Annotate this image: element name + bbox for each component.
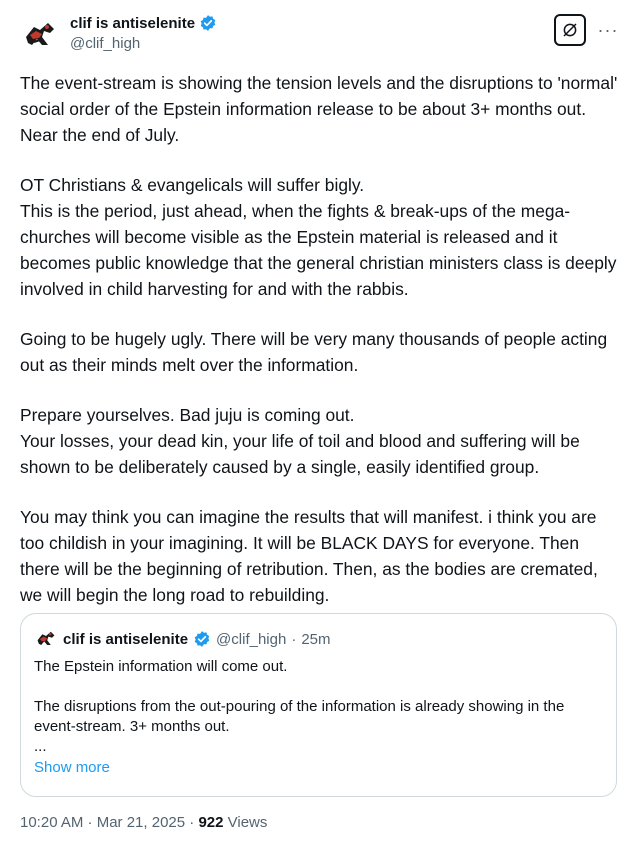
author-handle[interactable]: @clif_high — [70, 35, 141, 52]
verified-badge-icon — [193, 630, 211, 648]
tweet-paragraph: You may think you can imagine the results that will manifest. i think you are too childish in your imagining. It will be BLACK DAYS for everyone. Then there will be the beginning of retribution. Then, as the bodies are cremated, we will begin the long road to rebuilding. — [20, 507, 598, 605]
more-icon[interactable]: ··· — [597, 19, 619, 40]
author-display-name[interactable]: clif is antiselenite — [70, 14, 196, 32]
verified-badge-icon — [199, 14, 217, 32]
tweet-header — [20, 12, 620, 60]
quoted-display-name[interactable]: clif is antiselenite — [63, 630, 189, 648]
views-count: 922 — [198, 814, 224, 831]
tweet-paragraph — [20, 402, 620, 480]
quoted-timestamp[interactable]: 25m — [301, 630, 331, 648]
tweet-text — [20, 70, 620, 608]
tweet-meta — [20, 814, 267, 831]
show-more-link[interactable]: Show more — [34, 759, 110, 776]
tweet-paragraph: Going to be hugely ugly. There will be very many thousands of people acting out as their minds melt over the information. — [20, 329, 608, 375]
views-label: Views — [223, 814, 268, 831]
quoted-tweet-text — [34, 657, 603, 757]
quoted-separator: · — [291, 630, 297, 648]
tweet-paragraph: The event-stream is showing the tension levels and the disruptions to 'normal' social order of the Epstein information release to be about 3+ months out. Near the end of July. — [20, 73, 618, 145]
quoted-paragraph: The Epstein information will come out. — [34, 658, 288, 675]
grok-icon[interactable] — [554, 14, 586, 46]
quoted-handle[interactable]: @clif_high — [216, 630, 287, 648]
author-name-row — [70, 14, 217, 32]
tweet-line: OT Christians & evangelicals will suffer bigly. — [20, 175, 365, 195]
quoted-line: The disruptions from the out-pouring of the information is already showing in the event-stream. 3+ months out. — [34, 698, 565, 735]
tweet-line: Your losses, your dead kin, your life of toil and blood and suffering will be shown to be deliberately caused by a single, easily identified group. — [20, 431, 580, 477]
tweet-line: This is the period, just ahead, when the fights & break-ups of the mega-churches will become visible as the Epstein material is released and it becomes public knowledge that the general christian ministers class is deeply involved in child harvesting for and with the rabbis. — [20, 201, 617, 299]
quoted-line: ... — [34, 738, 47, 755]
tweet-timestamp[interactable]: 10:20 AM · Mar 21, 2025 · — [20, 814, 199, 831]
tweet-line: Prepare yourselves. Bad juju is coming out. — [20, 405, 355, 425]
quoted-avatar-icon[interactable] — [34, 627, 58, 651]
avatar-image-icon[interactable] — [20, 15, 60, 55]
quoted-paragraph — [34, 697, 603, 757]
quoted-tweet-card[interactable] — [20, 613, 617, 797]
tweet-paragraph — [20, 172, 620, 302]
quoted-tweet-header — [34, 627, 603, 651]
